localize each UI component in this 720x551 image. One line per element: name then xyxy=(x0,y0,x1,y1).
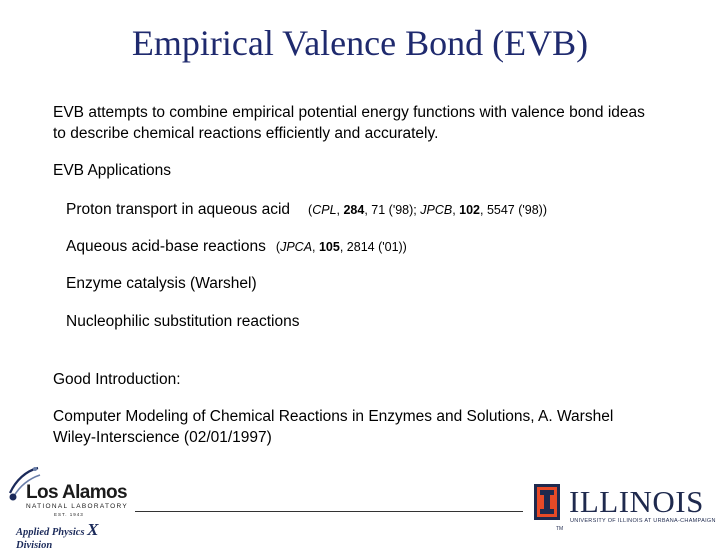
citation-sep: , xyxy=(452,203,460,217)
intro-line-2: to describe chemical reactions efficiently and accurately. xyxy=(53,125,439,142)
illinois-block-i-icon xyxy=(534,484,560,520)
intro-line-1: EVB attempts to combine empirical potential energy functions with valence bond ideas xyxy=(53,104,645,121)
application-text: Enzyme catalysis (Warshel) xyxy=(66,275,257,292)
application-text: Aqueous acid-base reactions xyxy=(66,238,266,255)
citation-pages: , 71 ('98); xyxy=(364,203,421,217)
citation-volume: 284 xyxy=(343,203,365,217)
slide-title: Empirical Valence Bond (EVB) xyxy=(131,23,589,63)
citation-volume: 102 xyxy=(459,203,480,217)
application-item xyxy=(66,199,547,221)
application-text: Nucleophilic substitution reactions xyxy=(66,313,300,330)
reference-line-1: Computer Modeling of Chemical Reactions in Enzymes and Solutions, A. Warshel xyxy=(53,408,614,425)
trademark-mark: TM xyxy=(556,526,564,532)
citation-pages: , 5547 ('98)) xyxy=(480,203,548,217)
citation-journal: JPCA xyxy=(280,240,313,254)
application-item xyxy=(66,273,257,294)
citation-journal: JPCB xyxy=(420,203,453,217)
citation-open: ( xyxy=(275,240,281,254)
application-item xyxy=(66,311,299,332)
application-text: Proton transport in aqueous acid xyxy=(66,201,291,218)
division-left-text: Applied Physics xyxy=(16,527,85,538)
citation xyxy=(276,240,407,254)
applied-physics-division xyxy=(16,520,134,551)
division-right-text: Division xyxy=(16,540,53,551)
good-intro-heading: Good Introduction: xyxy=(53,371,181,388)
division-x-mark: X xyxy=(87,520,99,539)
illinois-wordmark: ILLINOIS xyxy=(569,484,704,519)
application-item xyxy=(66,236,407,258)
citation xyxy=(308,203,547,217)
citation-journal: CPL xyxy=(312,203,337,217)
citation-sep: , xyxy=(312,240,319,254)
applications-heading: EVB Applications xyxy=(53,162,172,179)
illinois-subtitle: UNIVERSITY OF ILLINOIS AT URBANA-CHAMPAIGN xyxy=(570,518,716,524)
los-alamos-logo xyxy=(4,462,134,551)
citation-open: ( xyxy=(308,203,313,217)
lanl-subtitle: NATIONAL LABORATORY xyxy=(26,503,128,510)
citation-pages: , 2814 ('01)) xyxy=(339,240,407,254)
lanl-est: EST. 1943 xyxy=(54,512,84,517)
citation-volume: 105 xyxy=(318,240,340,254)
citation-sep: , xyxy=(336,203,344,217)
lanl-wordmark: Los Alamos xyxy=(26,482,127,503)
footer-divider xyxy=(135,511,523,512)
reference-line-2: Wiley-Interscience (02/01/1997) xyxy=(53,429,272,446)
